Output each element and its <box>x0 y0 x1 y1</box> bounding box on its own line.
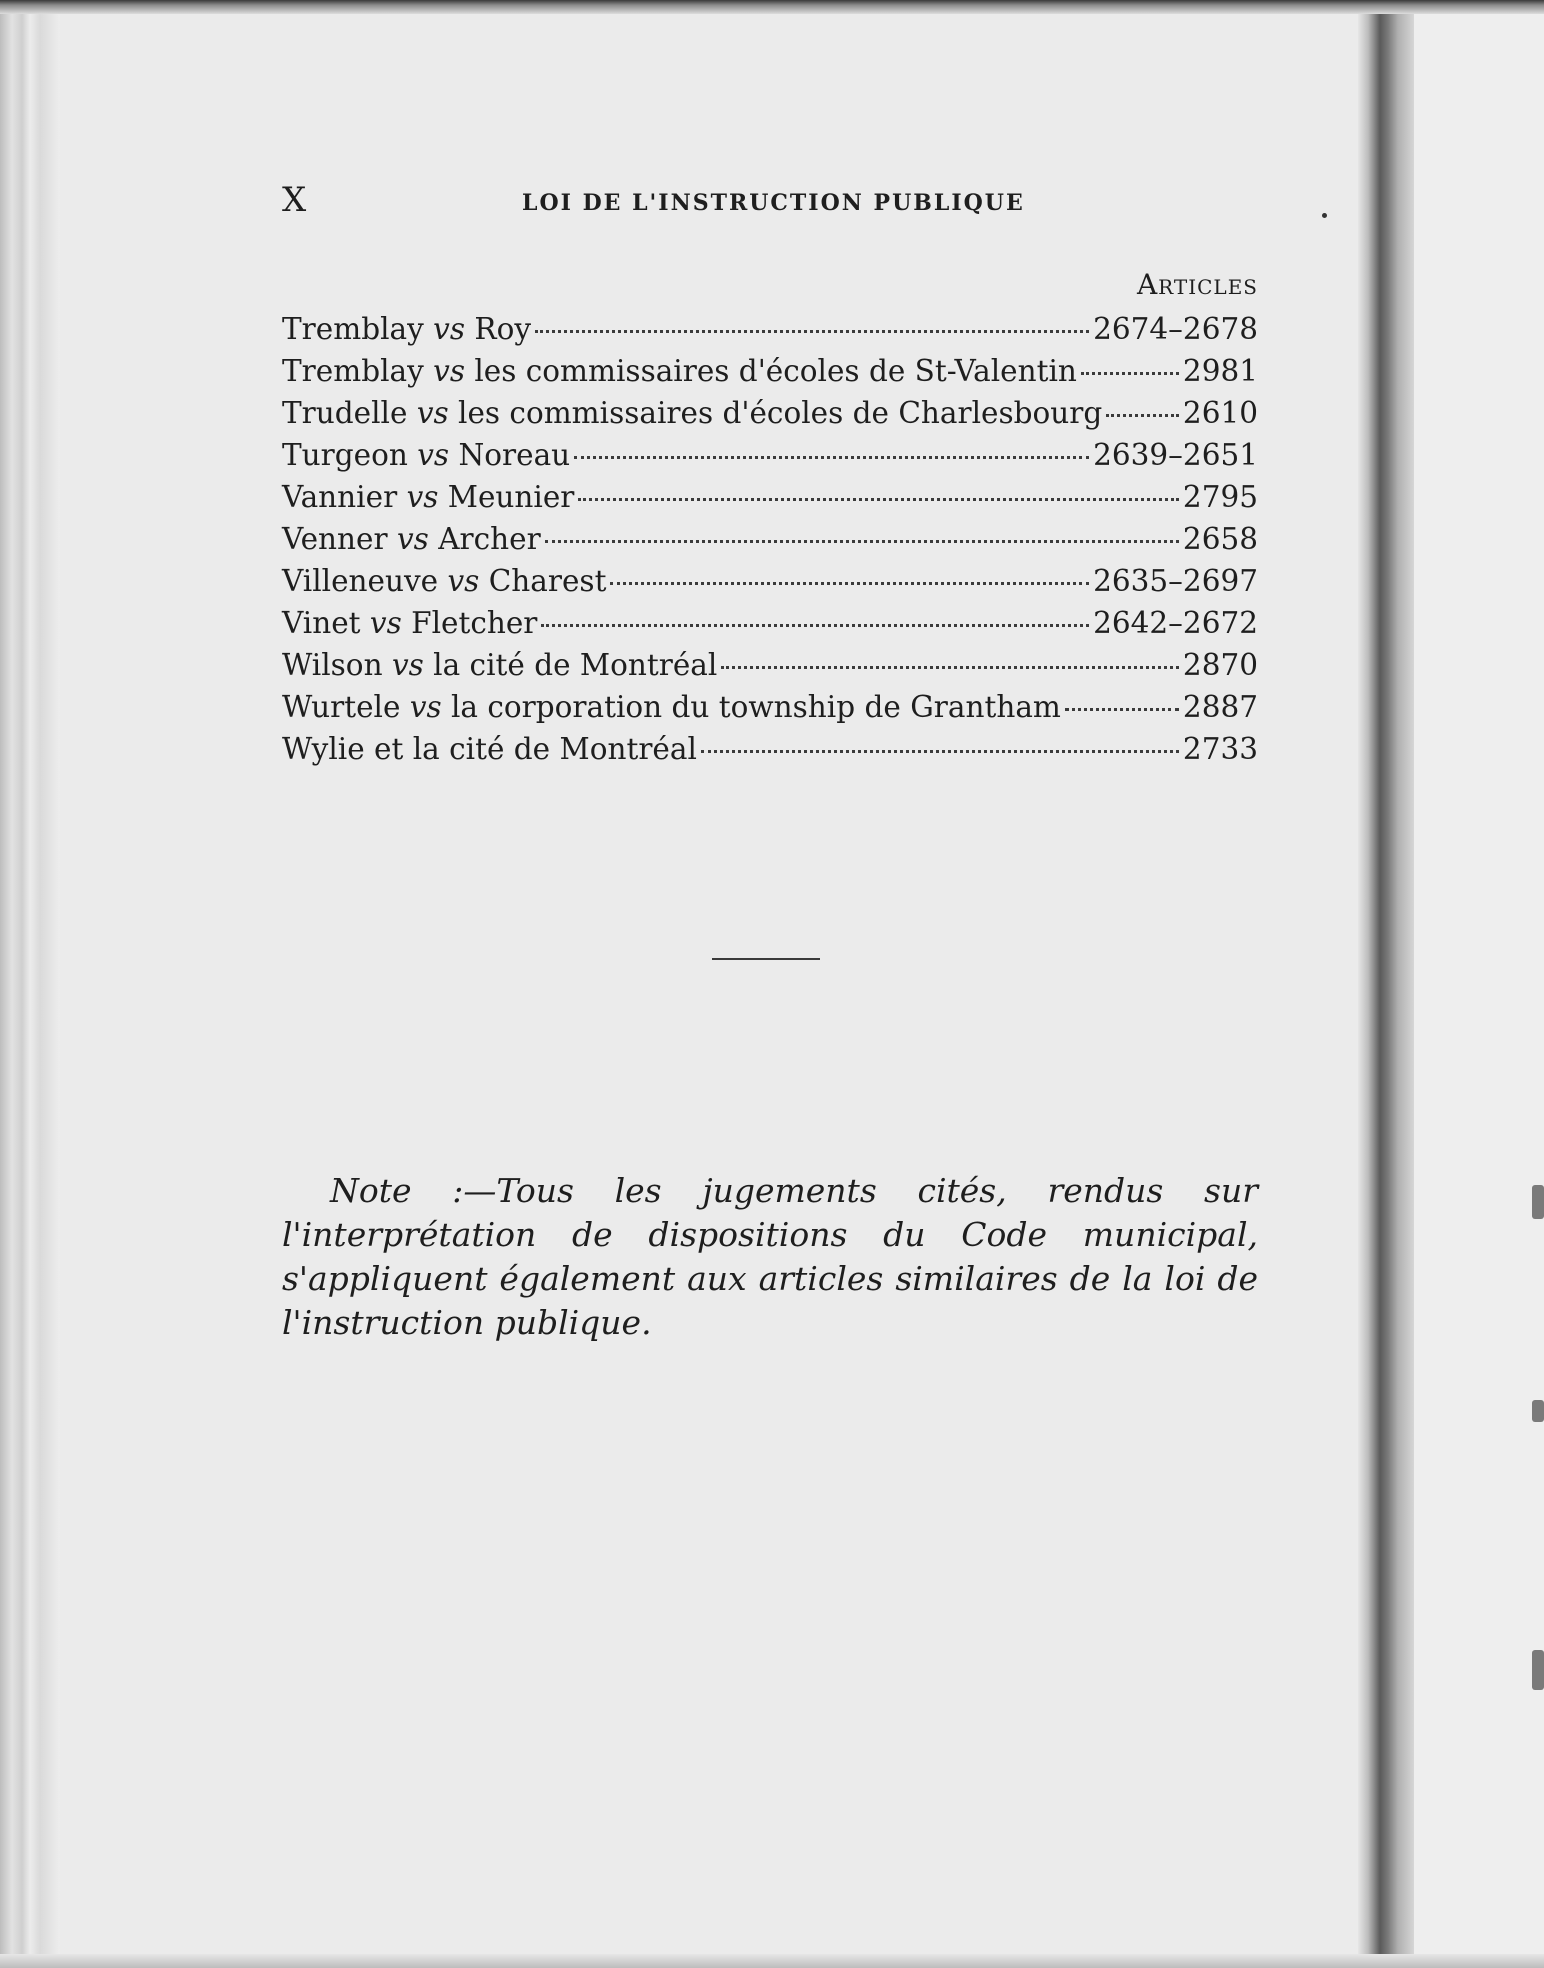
facing-page-mark <box>1532 1185 1544 1219</box>
index-entry <box>282 606 1258 648</box>
entry-article-ref: 2674–2678 <box>1093 312 1258 346</box>
dot-leader <box>610 582 1089 585</box>
dot-leader <box>545 540 1179 543</box>
index-entry <box>282 354 1258 396</box>
page-edge-top <box>0 0 1544 14</box>
entry-case-name <box>282 606 537 640</box>
entry-versus: vs <box>409 690 442 724</box>
entry-party-a: Wylie et la cité de Montréal <box>282 732 697 766</box>
index-entry <box>282 438 1258 480</box>
entry-party-b: Charest <box>479 564 607 598</box>
index-entry <box>282 732 1258 774</box>
entry-party-b: Fletcher <box>401 606 538 640</box>
entry-party-b: les commissaires d'écoles de Charlesbourg <box>448 396 1103 430</box>
entry-party-a: Venner <box>282 522 397 556</box>
entry-party-b: Roy <box>464 312 531 346</box>
entry-versus: vs <box>397 522 429 556</box>
dot-leader <box>541 624 1089 627</box>
entry-article-ref: 2795 <box>1182 480 1258 514</box>
entry-party-a: Turgeon <box>282 438 418 472</box>
entry-party-a: Tremblay <box>282 354 434 388</box>
dot-leader <box>574 456 1089 459</box>
page-edge-bottom <box>0 1954 1544 1968</box>
section-divider <box>712 958 820 960</box>
entry-case-name <box>282 480 574 514</box>
entry-case-name <box>282 438 570 472</box>
running-title: LOI DE L'INSTRUCTION PUBLIQUE <box>522 190 1025 216</box>
dot-leader <box>701 750 1179 753</box>
index-entry <box>282 312 1258 354</box>
index-entry <box>282 396 1258 438</box>
facing-page-mark <box>1532 1400 1544 1422</box>
dot-leader <box>535 330 1089 333</box>
facing-page-mark <box>1532 1650 1544 1690</box>
entry-party-b: Archer <box>428 522 541 556</box>
entry-article-ref: 2981 <box>1182 354 1258 388</box>
page-edge-left <box>0 0 60 1968</box>
index-entry <box>282 480 1258 522</box>
entry-party-a: Wilson <box>282 648 392 682</box>
entry-article-ref: 2658 <box>1182 522 1258 556</box>
dot-leader <box>1106 414 1179 417</box>
entry-party-b: Meunier <box>438 480 575 514</box>
entry-article-ref: 2610 <box>1182 396 1258 430</box>
note-paragraph <box>282 1169 1258 1345</box>
entry-party-a: Vinet <box>282 606 370 640</box>
ink-speck <box>1322 213 1327 218</box>
entry-case-name <box>282 648 717 682</box>
entry-article-ref: 2639–2651 <box>1093 438 1258 472</box>
index-entry <box>282 522 1258 564</box>
entry-party-a: Wurtele <box>282 690 410 724</box>
entry-case-name <box>282 690 1061 724</box>
entry-article-ref: 2733 <box>1182 732 1258 766</box>
entry-versus: vs <box>416 396 449 430</box>
entry-case-name <box>282 354 1077 388</box>
entry-party-a: Villeneuve <box>282 564 448 598</box>
entry-party-b: les commissaires d'écoles de St-Valentin <box>464 354 1077 388</box>
dot-leader <box>1081 372 1179 375</box>
entry-party-a: Trudelle <box>282 396 417 430</box>
facing-page-strip <box>1414 14 1544 1954</box>
entry-article-ref: 2642–2672 <box>1093 606 1258 640</box>
page-number: X <box>282 180 308 220</box>
entry-case-name <box>282 732 697 766</box>
entry-versus: vs <box>391 648 424 682</box>
entry-article-ref: 2870 <box>1182 648 1258 682</box>
note-text: Note :—Tous les jugements cités, rendus sur l'interprétation de dispositions du Code municipal, s'appliquent également aux articles similaires de la loi de l'instruction publique. <box>282 1171 1258 1342</box>
entry-case-name <box>282 564 606 598</box>
index-entry <box>282 648 1258 690</box>
dot-leader <box>721 666 1179 669</box>
entry-versus: vs <box>417 438 450 472</box>
entry-party-b: Noreau <box>449 438 571 472</box>
case-index-list <box>282 312 1258 774</box>
entry-party-a: Vannier <box>282 480 407 514</box>
entry-article-ref: 2635–2697 <box>1093 564 1258 598</box>
entry-party-b: la corporation du township de Grantham <box>441 690 1061 724</box>
entry-case-name <box>282 396 1102 430</box>
entry-case-name <box>282 312 531 346</box>
entry-versus: vs <box>433 354 465 388</box>
entry-versus: vs <box>447 564 480 598</box>
book-gutter-shadow <box>1358 14 1414 1954</box>
entry-case-name <box>282 522 541 556</box>
entry-article-ref: 2887 <box>1182 690 1258 724</box>
dot-leader <box>578 498 1179 501</box>
page-header <box>282 180 1258 230</box>
column-heading-articles: Articles <box>1136 268 1258 301</box>
entry-party-b: la cité de Montréal <box>423 648 718 682</box>
entry-party-a: Tremblay <box>282 312 434 346</box>
entry-versus: vs <box>369 606 402 640</box>
index-entry <box>282 690 1258 732</box>
index-entry <box>282 564 1258 606</box>
entry-versus: vs <box>433 312 465 346</box>
entry-versus: vs <box>406 480 439 514</box>
dot-leader <box>1065 708 1179 711</box>
